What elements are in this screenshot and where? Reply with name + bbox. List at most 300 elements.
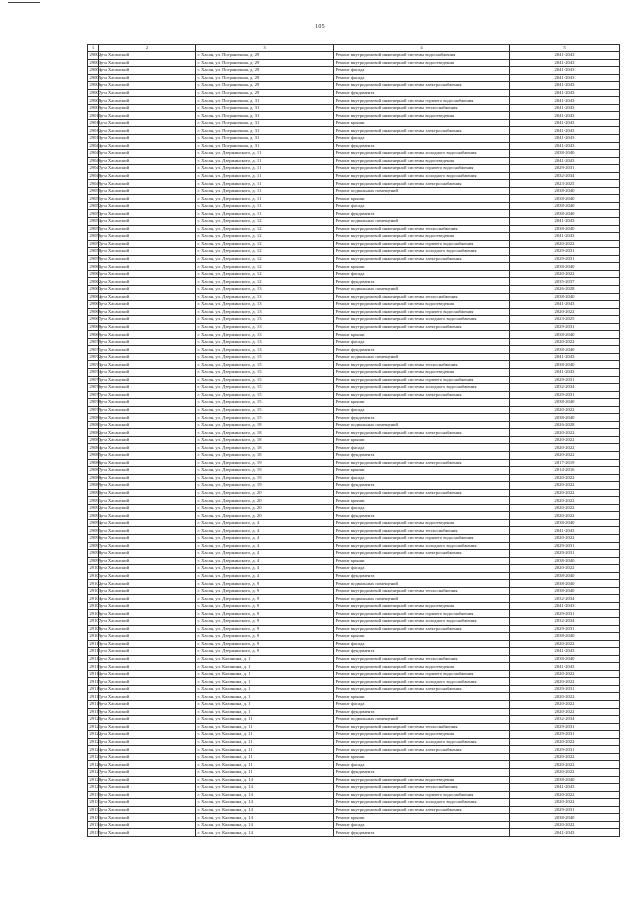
address-cell: г. Хасан, ул. Дзержинского, д. 13 xyxy=(196,346,334,354)
row-number-cell: 29106 xyxy=(89,610,101,616)
period-cell: 2020-2022 xyxy=(510,708,620,716)
work-type-cell: Ремонт фасада xyxy=(334,821,510,829)
table-row xyxy=(88,285,620,293)
period-cell: 2020-2022 xyxy=(510,474,620,482)
work-type-cell: Ремонт фасада xyxy=(334,701,510,709)
district-cell: р-н Хасанский xyxy=(99,565,196,573)
period-cell: 2032-2034 xyxy=(510,716,620,724)
table-row xyxy=(88,104,620,112)
period-cell: 2041-2043 xyxy=(510,112,620,120)
address-cell: г. Хасан, ул. Калинина, д. 1 xyxy=(196,670,334,678)
table-row xyxy=(88,308,620,316)
work-type-cell: Ремонт внутридомовой инженерной системы водоотведения xyxy=(334,368,510,376)
table-row xyxy=(88,625,620,633)
address-cell: г. Хасан, ул. Дзержинского, д. 13 xyxy=(196,308,334,316)
table-row xyxy=(88,784,620,792)
table-row xyxy=(88,338,620,346)
column-header: 4 xyxy=(334,45,510,52)
table-row xyxy=(88,406,620,414)
row-number-cell: 29052 xyxy=(89,203,101,209)
address-cell: г. Хасан, ул. Дзержинского, д. 9 xyxy=(196,595,334,603)
table-row xyxy=(88,716,620,724)
row-number-cell: 29009 xyxy=(89,105,101,111)
work-type-cell: Ремонт внутридомовой инженерной системы холодного водоснабжения xyxy=(334,384,510,392)
address-cell: г. Хасан, ул. Дзержинского, д. 9 xyxy=(196,633,334,641)
row-number-cell: 29108 xyxy=(89,625,101,631)
period-cell: 2038-2040 xyxy=(510,814,620,822)
period-cell: 2041-2043 xyxy=(510,119,620,127)
address-cell: г. Хасан, ул. Дзержинского, д. 12 xyxy=(196,270,334,278)
work-type-cell: Ремонт подвальных помещений xyxy=(334,595,510,603)
table-row xyxy=(88,814,620,822)
work-type-cell: Ремонт подвальных помещений xyxy=(334,218,510,226)
table-row xyxy=(88,89,620,97)
address-cell: г. Хасан, ул. Дзержинского, д. 4 xyxy=(196,565,334,573)
table-row xyxy=(88,429,620,437)
address-cell: г. Хасан, ул. Дзержинского, д. 11 xyxy=(196,157,334,165)
period-cell: 2020-2022 xyxy=(510,535,620,543)
period-cell: 2020-2022 xyxy=(510,406,620,414)
period-cell: 2023-2025 xyxy=(510,180,620,188)
table-row xyxy=(88,776,620,784)
row-number-cell: 29104 xyxy=(89,595,101,601)
district-cell: р-н Хасанский xyxy=(99,731,196,739)
period-cell: 2014-2016 xyxy=(510,467,620,475)
table-row xyxy=(88,135,620,143)
table-row xyxy=(88,768,620,776)
row-number-cell: 29105 xyxy=(89,603,101,609)
district-cell: р-н Хасанский xyxy=(99,233,196,241)
address-cell: г. Хасан, ул. Дзержинского, д. 9 xyxy=(196,610,334,618)
district-cell: р-н Хасанский xyxy=(99,489,196,497)
period-cell: 2038-2040 xyxy=(510,225,620,233)
district-cell: р-н Хасанский xyxy=(99,119,196,127)
district-cell: р-н Хасанский xyxy=(99,180,196,188)
row-number-cell: 29097 xyxy=(89,542,101,548)
period-cell: 2038-2040 xyxy=(510,210,620,218)
address-cell: г. Хасан, ул. Калинина, д. 14 xyxy=(196,799,334,807)
work-type-cell: Ремонт внутридомовой инженерной системы горячего водоснабжения xyxy=(334,670,510,678)
district-cell: р-н Хасанский xyxy=(99,474,196,482)
table-row xyxy=(88,263,620,271)
work-type-cell: Ремонт фундамента xyxy=(334,89,510,97)
row-number-cell: 29087 xyxy=(89,467,101,473)
district-cell: р-н Хасанский xyxy=(99,572,196,580)
work-type-cell: Ремонт крыши xyxy=(334,467,510,475)
row-number-cell: 29077 xyxy=(89,391,101,397)
district-cell: р-н Хасанский xyxy=(99,187,196,195)
row-number-cell: 29002 xyxy=(89,52,101,58)
period-cell: 2038-2040 xyxy=(510,655,620,663)
work-type-cell: Ремонт внутридомовой инженерной системы теплоснабжения xyxy=(334,723,510,731)
period-cell: 2029-2031 xyxy=(510,391,620,399)
district-cell: р-н Хасанский xyxy=(99,791,196,799)
period-cell: 2041-2043 xyxy=(510,648,620,656)
work-type-cell: Ремонт фундамента xyxy=(334,346,510,354)
work-type-cell: Ремонт внутридомовой инженерной системы водоотведения xyxy=(334,112,510,120)
address-cell: г. Хасан, ул. Дзержинского, д. 9 xyxy=(196,587,334,595)
address-cell: г. Хасан, ул. Дзержинского, д. 18 xyxy=(196,451,334,459)
period-cell: 2029-2031 xyxy=(510,746,620,754)
period-cell: 2020-2022 xyxy=(510,640,620,648)
work-type-cell: Ремонт подвальных помещений xyxy=(334,716,510,724)
address-cell: г. Хасан, ул. Дзержинского, д. 20 xyxy=(196,512,334,520)
district-cell: р-н Хасанский xyxy=(99,421,196,429)
table-row xyxy=(88,316,620,324)
work-type-cell: Ремонт внутридомовой инженерной системы электроснабжения xyxy=(334,625,510,633)
table-row xyxy=(88,633,620,641)
address-cell: г. Хасан, ул. Калинина, д. 14 xyxy=(196,791,334,799)
district-cell: р-н Хасанский xyxy=(99,542,196,550)
district-cell: р-н Хасанский xyxy=(99,663,196,671)
row-number-cell: 29006 xyxy=(89,82,101,88)
work-type-cell: Ремонт крыши xyxy=(334,436,510,444)
work-type-cell: Ремонт внутридомовой инженерной системы теплоснабжения xyxy=(334,361,510,369)
address-cell: г. Хасан, ул. Калинина, д. 11 xyxy=(196,768,334,776)
district-cell: р-н Хасанский xyxy=(99,202,196,210)
period-cell: 2020-2022 xyxy=(510,489,620,497)
work-type-cell: Ремонт внутридомовой инженерной системы электроснабжения xyxy=(334,806,510,814)
work-type-cell: Ремонт фундамента xyxy=(334,142,510,150)
row-number-cell: 29008 xyxy=(89,97,101,103)
period-cell: 2029-2031 xyxy=(510,323,620,331)
row-number-cell: 29055 xyxy=(89,225,101,231)
row-number-cell: 29062 xyxy=(89,278,101,284)
period-cell: 2032-2034 xyxy=(510,618,620,626)
address-cell: г. Хасан, ул. Калинина, д. 14 xyxy=(196,776,334,784)
column-header: 1 xyxy=(88,45,99,52)
period-cell: 2026-2028 xyxy=(510,421,620,429)
address-cell: г. Хасан, ул. Пограничная, д. 29 xyxy=(196,59,334,67)
address-cell: г. Хасан, ул. Дзержинского, д. 12 xyxy=(196,240,334,248)
district-cell: р-н Хасанский xyxy=(99,527,196,535)
district-cell: р-н Хасанский xyxy=(99,519,196,527)
table-row xyxy=(88,829,620,837)
district-cell: р-н Хасанский xyxy=(99,723,196,731)
table-row xyxy=(88,202,620,210)
table-row xyxy=(88,278,620,286)
district-cell: р-н Хасанский xyxy=(99,580,196,588)
district-cell: р-н Хасанский xyxy=(99,640,196,648)
table-row xyxy=(88,821,620,829)
row-number-cell: 29131 xyxy=(89,799,101,805)
row-number-cell: 29064 xyxy=(89,293,101,299)
table-row xyxy=(88,225,620,233)
table-row xyxy=(88,799,620,807)
table-row xyxy=(88,414,620,422)
address-cell: г. Хасан, ул. Дзержинского, д. 11 xyxy=(196,210,334,218)
table-row xyxy=(88,172,620,180)
period-cell: 2038-2040 xyxy=(510,399,620,407)
table-row xyxy=(88,512,620,520)
work-type-cell: Ремонт внутридомовой инженерной системы водоотведения xyxy=(334,663,510,671)
work-type-cell: Ремонт фундамента xyxy=(334,451,510,459)
district-cell: р-н Хасанский xyxy=(99,685,196,693)
district-cell: р-н Хасанский xyxy=(99,361,196,369)
work-type-cell: Ремонт внутридомовой инженерной системы теплоснабжения xyxy=(334,784,510,792)
address-cell: г. Хасан, ул. Дзержинского, д. 18 xyxy=(196,436,334,444)
table-row xyxy=(88,602,620,610)
period-cell: 2038-2040 xyxy=(510,776,620,784)
district-cell: р-н Хасанский xyxy=(99,270,196,278)
address-cell: г. Хасан, ул. Пограничная, д. 31 xyxy=(196,135,334,143)
table-row xyxy=(88,701,620,709)
table-row xyxy=(88,52,620,60)
district-cell: р-н Хасанский xyxy=(99,285,196,293)
work-type-cell: Ремонт подвальных помещений xyxy=(334,285,510,293)
work-type-cell: Ремонт внутридомовой инженерной системы водоотведения xyxy=(334,301,510,309)
row-number-cell: 29099 xyxy=(89,557,101,563)
address-cell: г. Хасан, ул. Калинина, д. 14 xyxy=(196,784,334,792)
period-cell: 2020-2022 xyxy=(510,240,620,248)
work-type-cell: Ремонт внутридомовой инженерной системы теплоснабжения xyxy=(334,587,510,595)
row-number-cell: 29048 xyxy=(89,173,101,179)
district-cell: р-н Хасанский xyxy=(99,165,196,173)
table-row xyxy=(88,346,620,354)
period-cell: 2029-2031 xyxy=(510,625,620,633)
address-cell: г. Хасан, ул. Дзержинского, д. 11 xyxy=(196,195,334,203)
work-type-cell: Ремонт внутридомовой инженерной системы электроснабжения xyxy=(334,459,510,467)
table-row xyxy=(88,648,620,656)
address-cell: г. Хасан, ул. Калинина, д. 1 xyxy=(196,678,334,686)
address-cell: г. Хасан, ул. Дзержинского, д. 12 xyxy=(196,233,334,241)
table-row xyxy=(88,519,620,527)
row-number-cell: 29063 xyxy=(89,286,101,292)
work-type-cell: Ремонт фасада xyxy=(334,565,510,573)
period-cell: 2041-2043 xyxy=(510,829,620,837)
period-cell: 2020-2022 xyxy=(510,497,620,505)
period-cell: 2041-2043 xyxy=(510,67,620,75)
period-cell: 2041-2043 xyxy=(510,52,620,60)
row-number-cell: 29005 xyxy=(89,74,101,80)
period-cell: 2029-2031 xyxy=(510,806,620,814)
period-cell: 2029-2031 xyxy=(510,165,620,173)
work-type-cell: Ремонт внутридомовой инженерной системы горячего водоснабжения xyxy=(334,610,510,618)
period-cell: 2029-2031 xyxy=(510,731,620,739)
address-cell: г. Хасан, ул. Дзержинского, д. 12 xyxy=(196,248,334,256)
period-cell: 2038-2040 xyxy=(510,557,620,565)
address-cell: г. Хасан, ул. Дзержинского, д. 4 xyxy=(196,557,334,565)
district-cell: р-н Хасанский xyxy=(99,97,196,105)
row-number-cell: 29061 xyxy=(89,271,101,277)
work-type-cell: Ремонт фасада xyxy=(334,135,510,143)
district-cell: р-н Хасанский xyxy=(99,406,196,414)
row-number-cell: 29086 xyxy=(89,459,101,465)
work-type-cell: Ремонт внутридомовой инженерной системы электроснабжения xyxy=(334,82,510,90)
address-cell: г. Хасан, ул. Дзержинского, д. 19 xyxy=(196,482,334,490)
work-type-cell: Ремонт внутридомовой инженерной системы горячего водоснабжения xyxy=(334,165,510,173)
period-cell: 2038-2040 xyxy=(510,150,620,158)
work-type-cell: Ремонт фундамента xyxy=(334,414,510,422)
period-cell: 2038-2040 xyxy=(510,414,620,422)
row-number-cell: 29079 xyxy=(89,406,101,412)
address-cell: г. Хасан, ул. Дзержинского, д. 12 xyxy=(196,255,334,263)
address-cell: г. Хасан, ул. Дзержинского, д. 9 xyxy=(196,648,334,656)
work-type-cell: Ремонт внутридомовой инженерной системы водоотведения xyxy=(334,731,510,739)
district-cell: р-н Хасанский xyxy=(99,112,196,120)
row-number-cell: 29100 xyxy=(89,565,101,571)
row-number-cell: 29110 xyxy=(89,640,101,646)
row-number-cell: 29109 xyxy=(89,633,101,639)
period-cell: 2038-2040 xyxy=(510,187,620,195)
district-cell: р-н Хасанский xyxy=(99,316,196,324)
work-type-cell: Ремонт внутридомовой инженерной системы водоотведения xyxy=(334,602,510,610)
address-cell: г. Хасан, ул. Дзержинского, д. 11 xyxy=(196,150,334,158)
address-cell: г. Хасан, ул. Дзержинского, д. 15 xyxy=(196,391,334,399)
table-row xyxy=(88,504,620,512)
row-number-cell: 29053 xyxy=(89,210,101,216)
table-row xyxy=(88,293,620,301)
table-row xyxy=(88,723,620,731)
address-cell: г. Хасан, ул. Пограничная, д. 31 xyxy=(196,142,334,150)
address-cell: г. Хасан, ул. Дзержинского, д. 18 xyxy=(196,421,334,429)
row-number-cell: 29107 xyxy=(89,618,101,624)
district-cell: р-н Хасанский xyxy=(99,761,196,769)
table-row xyxy=(88,301,620,309)
period-cell: 2038-2040 xyxy=(510,519,620,527)
table-row xyxy=(88,67,620,75)
table-row xyxy=(88,655,620,663)
table-row xyxy=(88,218,620,226)
period-cell: 2020-2022 xyxy=(510,451,620,459)
district-cell: р-н Хасанский xyxy=(99,82,196,90)
district-cell: р-н Хасанский xyxy=(99,301,196,309)
work-type-cell: Ремонт фасада xyxy=(334,444,510,452)
period-cell: 2038-2040 xyxy=(510,587,620,595)
work-type-cell: Ремонт фундамента xyxy=(334,572,510,580)
period-cell: 2041-2043 xyxy=(510,663,620,671)
table-row xyxy=(88,142,620,150)
period-cell: 2020-2022 xyxy=(510,308,620,316)
work-type-cell: Ремонт фундамента xyxy=(334,829,510,837)
table-row xyxy=(88,572,620,580)
row-number-cell: 29045 xyxy=(89,150,101,156)
address-cell: г. Хасан, ул. Калинина, д. 1 xyxy=(196,655,334,663)
work-type-cell: Ремонт внутридомовой инженерной системы электроснабжения xyxy=(334,489,510,497)
period-cell: 2041-2043 xyxy=(510,368,620,376)
table-row xyxy=(88,74,620,82)
row-number-cell: 29129 xyxy=(89,784,101,790)
address-cell: г. Хасан, ул. Дзержинского, д. 15 xyxy=(196,361,334,369)
column-header: 2 xyxy=(99,45,196,52)
district-cell: р-н Хасанский xyxy=(99,331,196,339)
table-row xyxy=(88,97,620,105)
column-header: 5 xyxy=(510,45,620,52)
period-cell: 2020-2022 xyxy=(510,768,620,776)
table-row xyxy=(88,467,620,475)
district-cell: р-н Хасанский xyxy=(99,587,196,595)
work-type-cell: Ремонт фасада xyxy=(334,640,510,648)
period-cell: 2041-2043 xyxy=(510,74,620,82)
address-cell: г. Хасан, ул. Дзержинского, д. 12 xyxy=(196,218,334,226)
district-cell: р-н Хасанский xyxy=(99,678,196,686)
row-number-cell: 29074 xyxy=(89,369,101,375)
table-row xyxy=(88,459,620,467)
address-cell: г. Хасан, ул. Пограничная, д. 29 xyxy=(196,67,334,75)
period-cell: 2020-2022 xyxy=(510,738,620,746)
row-number-cell: 29122 xyxy=(89,731,101,737)
address-cell: г. Хасан, ул. Дзержинского, д. 18 xyxy=(196,429,334,437)
row-number-cell: 29068 xyxy=(89,323,101,329)
work-type-cell: Ремонт внутридомовой инженерной системы электроснабжения xyxy=(334,746,510,754)
address-cell: г. Хасан, ул. Калинина, д. 11 xyxy=(196,746,334,754)
district-cell: р-н Хасанский xyxy=(99,376,196,384)
district-cell: р-н Хасанский xyxy=(99,814,196,822)
period-cell: 2029-2031 xyxy=(510,610,620,618)
row-number-cell: 29059 xyxy=(89,256,101,262)
district-cell: р-н Хасанский xyxy=(99,263,196,271)
row-number-cell: 29075 xyxy=(89,376,101,382)
district-cell: р-н Хасанский xyxy=(99,655,196,663)
address-cell: г. Хасан, ул. Дзержинского, д. 13 xyxy=(196,323,334,331)
period-cell: 2020-2022 xyxy=(510,693,620,701)
period-cell: 2041-2043 xyxy=(510,301,620,309)
table-row xyxy=(88,482,620,490)
table-row xyxy=(88,248,620,256)
period-cell: 2020-2022 xyxy=(510,504,620,512)
period-cell: 2020-2022 xyxy=(510,821,620,829)
district-cell: р-н Хасанский xyxy=(99,829,196,837)
address-cell: г. Хасан, ул. Дзержинского, д. 15 xyxy=(196,376,334,384)
table-row xyxy=(88,550,620,558)
district-cell: р-н Хасанский xyxy=(99,308,196,316)
period-cell: 2041-2043 xyxy=(510,784,620,792)
period-cell: 2020-2022 xyxy=(510,670,620,678)
period-cell: 2038-2040 xyxy=(510,293,620,301)
table-row xyxy=(88,451,620,459)
table-row xyxy=(88,180,620,188)
address-cell: г. Хасан, ул. Дзержинского, д. 11 xyxy=(196,165,334,173)
table-row xyxy=(88,753,620,761)
period-cell: 2038-2040 xyxy=(510,195,620,203)
district-cell: р-н Хасанский xyxy=(99,338,196,346)
address-cell: г. Хасан, ул. Дзержинского, д. 11 xyxy=(196,202,334,210)
district-cell: р-н Хасанский xyxy=(99,414,196,422)
district-cell: р-н Хасанский xyxy=(99,210,196,218)
row-number-cell: 29004 xyxy=(89,67,101,73)
row-number-cell: 29047 xyxy=(89,165,101,171)
district-cell: р-н Хасанский xyxy=(99,512,196,520)
work-type-cell: Ремонт внутридомовой инженерной системы холодного водоснабжения xyxy=(334,618,510,626)
district-cell: р-н Хасанский xyxy=(99,467,196,475)
table-row xyxy=(88,270,620,278)
work-type-cell: Ремонт крыши xyxy=(334,399,510,407)
period-cell: 2032-2034 xyxy=(510,384,620,392)
address-cell: г. Хасан, ул. Дзержинского, д. 18 xyxy=(196,444,334,452)
row-number-cell: 29113 xyxy=(89,663,101,669)
period-cell: 2038-2040 xyxy=(510,580,620,588)
table-row xyxy=(88,731,620,739)
row-number-cell: 29012 xyxy=(89,127,101,133)
district-cell: р-н Хасанский xyxy=(99,444,196,452)
row-number-cell: 29124 xyxy=(89,746,101,752)
corner-mark xyxy=(8,2,40,3)
table-row xyxy=(88,565,620,573)
row-number-cell: 29112 xyxy=(89,656,101,662)
district-cell: р-н Хасанский xyxy=(99,278,196,286)
work-type-cell: Ремонт внутридомовой инженерной системы холодного водоснабжения xyxy=(334,172,510,180)
work-type-cell: Ремонт фундамента xyxy=(334,708,510,716)
work-type-cell: Ремонт внутридомовой инженерной системы холодного водоснабжения xyxy=(334,316,510,324)
address-cell: г. Хасан, ул. Дзержинского, д. 9 xyxy=(196,602,334,610)
row-number-cell: 29098 xyxy=(89,550,101,556)
period-cell: 2026-2028 xyxy=(510,285,620,293)
work-type-cell: Ремонт внутридомовой инженерной системы электроснабжения xyxy=(334,685,510,693)
work-type-cell: Ремонт крыши xyxy=(334,633,510,641)
address-cell: г. Хасан, ул. Дзержинского, д. 13 xyxy=(196,338,334,346)
row-number-cell: 29133 xyxy=(89,814,101,820)
period-cell: 2038-2040 xyxy=(510,361,620,369)
